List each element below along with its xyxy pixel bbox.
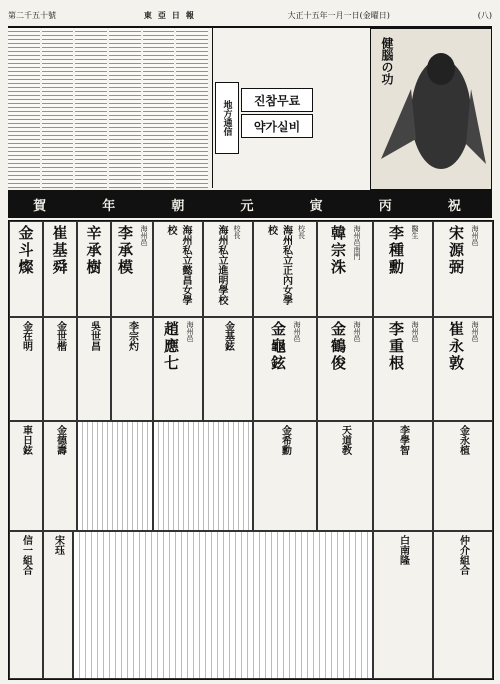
- cell-label: 校長: [297, 225, 306, 239]
- banner-char: 祝: [447, 198, 467, 214]
- cell-label: 海州邑: [293, 321, 301, 342]
- greeting-cell: [253, 421, 317, 531]
- banner-char: 丙: [378, 198, 398, 214]
- greeting-cell: [373, 317, 433, 421]
- greeting-cell: [111, 317, 153, 421]
- greeting-cell: [433, 421, 493, 531]
- cell-label: 海州邑: [140, 225, 148, 246]
- cell-name: 信一組合: [20, 535, 32, 575]
- cell-name: 李種勳: [387, 225, 405, 276]
- cell-name: 金世楷: [54, 321, 66, 351]
- greeting-cell: [43, 421, 77, 531]
- greeting-cell: [9, 531, 43, 679]
- greeting-cell: [253, 221, 317, 317]
- cell-label: 校長: [233, 225, 241, 239]
- greeting-cell: [77, 317, 111, 421]
- greeting-cell: [153, 221, 203, 317]
- greeting-cell: [77, 221, 111, 317]
- cell-name: 海州私立進明學校: [216, 225, 227, 305]
- greeting-cell: [111, 221, 153, 317]
- cell-name: 車日鉉: [20, 425, 32, 455]
- greeting-cell: [433, 317, 493, 421]
- cell-label: 海州邑: [353, 321, 361, 342]
- cell-name: 崔基舜: [50, 225, 69, 276]
- greeting-cell: [203, 317, 253, 421]
- cell-name: 韓宗洙: [329, 225, 347, 276]
- cell-name: 金希勳: [279, 425, 291, 455]
- text-column: [8, 28, 40, 188]
- cell-name: 宋源弼: [447, 225, 465, 276]
- text-column: [176, 28, 208, 188]
- greeting-cell: [433, 221, 493, 317]
- masthead-date: 大正十五年一月一日(金曜日): [287, 10, 390, 20]
- masthead: [8, 4, 492, 28]
- greeting-cell: [433, 531, 493, 679]
- masthead-title: 東亞日報: [143, 9, 200, 20]
- greeting-cell: [317, 421, 373, 531]
- ad-area: [212, 28, 374, 188]
- cell-label: 海州邑: [471, 225, 479, 246]
- banner-char: 寅: [309, 198, 329, 214]
- article-columns: [8, 28, 208, 188]
- greeting-cell: [9, 421, 43, 531]
- ad-text: 약가실비: [253, 119, 301, 134]
- greeting-cell: [203, 221, 253, 317]
- cell-name: 李學智: [397, 425, 409, 455]
- masthead-number: 第二千五十號: [8, 10, 56, 20]
- cell-name: 吳世昌: [88, 321, 100, 351]
- greeting-cell: [373, 421, 433, 531]
- greeting-cell: [43, 221, 77, 317]
- cell-name: 李重根: [387, 321, 405, 372]
- cell-name: 金在明: [20, 321, 32, 351]
- greeting-cell: [153, 317, 203, 421]
- banner-char: 賀: [33, 198, 53, 214]
- cell-label: 海州邑: [471, 321, 479, 342]
- greeting-cell: [43, 317, 77, 421]
- text-column: [109, 28, 141, 188]
- greeting-cell: [73, 531, 373, 679]
- greeting-cell: [253, 317, 317, 421]
- cell-name: 金鶴俊: [329, 321, 347, 372]
- new-year-banner: [8, 190, 492, 218]
- cell-name: 李宗灼: [126, 321, 138, 351]
- greeting-cell: [9, 317, 43, 421]
- banner-char: 朝: [171, 198, 191, 214]
- cell-name: 金永植: [457, 425, 469, 455]
- ad-box-local-news: [215, 82, 239, 154]
- cell-name: 金龜鉉: [269, 321, 287, 372]
- banner-char: 元: [240, 198, 260, 214]
- cell-name: 天道教: [339, 425, 351, 455]
- cell-label: 醫生: [411, 225, 419, 239]
- greeting-cell: [77, 421, 153, 531]
- cell-name: 金基鉉: [222, 321, 234, 351]
- illustration: [370, 28, 492, 190]
- cell-name: 海州私立正內女學校: [265, 225, 292, 305]
- ad-box-medicine: [241, 114, 313, 138]
- cell-label: 海州邑南門: [353, 225, 361, 260]
- cell-name: 宋珏: [52, 535, 64, 555]
- text-column: [75, 28, 107, 188]
- top-section: [8, 28, 492, 188]
- cell-name: 金斗燦: [16, 225, 35, 276]
- cell-name: 金德壽: [54, 425, 66, 455]
- greeting-cell: [373, 531, 433, 679]
- ad-box-free-exam: [241, 88, 313, 112]
- greeting-cell: [373, 221, 433, 317]
- ad-text: 진참무료: [253, 93, 301, 108]
- greeting-cell: [9, 221, 43, 317]
- cell-name: 白南隆: [397, 535, 409, 565]
- cell-name: 崔永敦: [447, 321, 465, 372]
- greetings-grid: [8, 220, 494, 680]
- cell-label: 海州邑: [186, 321, 194, 342]
- cell-name: 李承模: [116, 225, 134, 276]
- cell-name: 海州私立懿昌女學校: [165, 225, 191, 305]
- illustration-title: 健腦の功: [380, 37, 394, 85]
- cell-name: 趙應七: [162, 321, 180, 372]
- text-column: [42, 28, 74, 188]
- greeting-cell: [317, 221, 373, 317]
- banner-char: 年: [102, 198, 122, 214]
- greeting-cell: [317, 317, 373, 421]
- greeting-cell: [43, 531, 73, 679]
- greeting-cell: [153, 421, 253, 531]
- masthead-page: (八): [477, 10, 492, 20]
- ad-text: 地方通信: [221, 100, 232, 136]
- cell-label: 海州邑: [411, 321, 419, 342]
- text-column: [143, 28, 175, 188]
- cell-name: 仲介組合: [457, 535, 469, 575]
- cell-name: 辛承樹: [84, 225, 103, 276]
